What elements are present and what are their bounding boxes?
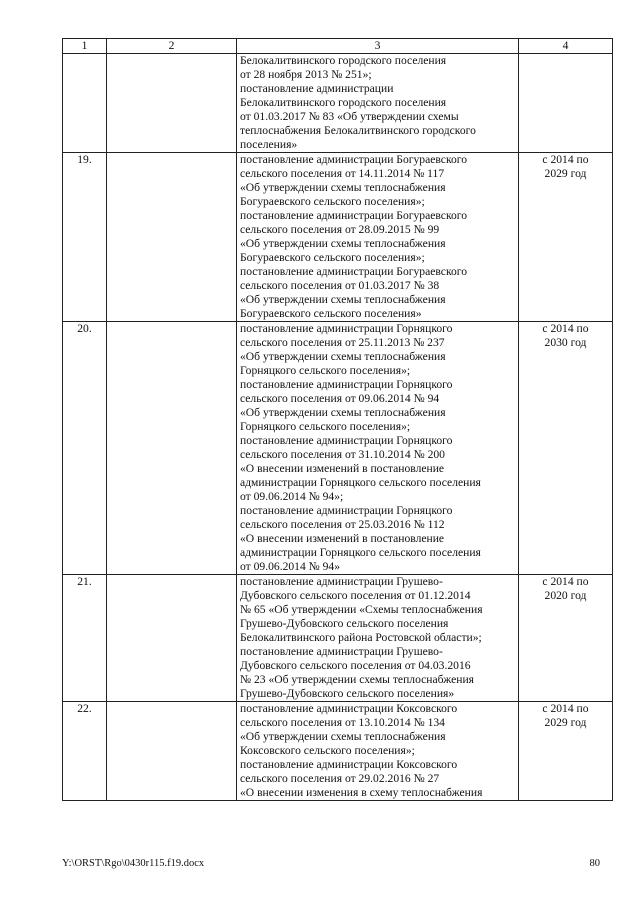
text-line: «О внесении изменений в постановление (240, 532, 445, 545)
column-2-cell (107, 702, 237, 801)
document-text-cell (237, 575, 519, 702)
text-line: сельского поселения от 01.03.2017 № 38 (240, 279, 440, 292)
text-line: сельского поселения от 29.02.2016 № 27 (240, 772, 440, 785)
text-line: постановление администрации Горняцкого (240, 504, 453, 517)
text-line: постановление администрации (240, 82, 394, 95)
table-row (63, 322, 613, 575)
page-number: 80 (589, 858, 600, 869)
column-2-cell (107, 322, 237, 575)
text-line: Коксовского сельского поселения»; (240, 744, 415, 757)
text-line: администрации Горняцкого сельского поселения (240, 546, 481, 559)
text-line: № 65 «Об утверждении «Схемы теплоснабжения (240, 603, 483, 616)
column-2-cell (107, 153, 237, 322)
text-line: от 01.03.2017 № 83 «Об утверждении схемы (240, 110, 459, 123)
text-line: сельского поселения от 25.11.2013 № 237 (240, 336, 445, 349)
header-cell-4: 4 (519, 39, 613, 54)
period-line: 2020 год (544, 589, 587, 602)
text-line: «Об утверждении схемы теплоснабжения (240, 293, 446, 306)
text-line: администрации Горняцкого сельского поселения (240, 476, 481, 489)
period-line: с 2014 по (542, 702, 589, 715)
text-line: Грушево-Дубовского сельского поселения (240, 617, 449, 630)
text-line: Богураевского сельского поселения» (240, 307, 422, 320)
text-line: сельского поселения от 14.11.2014 № 117 (240, 167, 445, 180)
text-line: постановление администрации Горняцкого (240, 322, 453, 335)
text-line: Дубовского сельского поселения от 04.03.2016 (240, 659, 471, 672)
text-line: теплоснабжения Белокалитвинского городского (240, 124, 476, 137)
text-line: постановление администрации Богураевского (240, 265, 468, 278)
header-cell-3: 3 (237, 39, 519, 54)
period-line: с 2014 по (542, 322, 589, 335)
document-text-cell (237, 54, 519, 153)
text-line: Белокалитвинского городского поселения (240, 96, 447, 109)
period-line: с 2014 по (542, 153, 589, 166)
period-cell (519, 702, 613, 801)
file-path: Y:\ORST\Rgo\0430r115.f19.docx (62, 858, 205, 869)
period-cell (519, 575, 613, 702)
period-line: 2029 год (544, 716, 587, 729)
text-line: постановление администрации Горняцкого (240, 378, 453, 391)
column-2-cell (107, 575, 237, 702)
text-line: от 09.06.2014 № 94»; (240, 490, 344, 503)
text-line: Белокалитвинского района Ростовской области»; (240, 631, 482, 644)
row-number (63, 54, 107, 153)
text-line: сельского поселения от 25.03.2016 № 112 (240, 518, 445, 531)
text-line: «Об утверждении схемы теплоснабжения (240, 406, 446, 419)
text-line: Грушево-Дубовского сельского поселения» (240, 687, 455, 700)
header-row (63, 39, 613, 54)
text-line: сельского поселения от 31.10.2014 № 200 (240, 448, 445, 461)
table-row (63, 575, 613, 702)
text-line: сельского поселения от 28.09.2015 № 99 (240, 223, 440, 236)
text-line: от 09.06.2014 № 94» (240, 560, 341, 573)
text-line: «Об утверждении схемы теплоснабжения (240, 730, 446, 743)
period-line: с 2014 по (542, 575, 589, 588)
text-line: постановление администрации Коксовского (240, 702, 458, 715)
document-text-cell (237, 322, 519, 575)
row-number: 20. (63, 322, 107, 575)
text-line: постановление администрации Богураевского (240, 153, 468, 166)
text-line: Богураевского сельского поселения»; (240, 251, 425, 264)
period-line: 2030 год (544, 336, 587, 349)
row-number: 21. (63, 575, 107, 702)
table-row (63, 702, 613, 801)
document-text-cell (237, 702, 519, 801)
period-cell (519, 153, 613, 322)
text-line: № 23 «Об утверждении схемы теплоснабжения (240, 673, 475, 686)
text-line: Дубовского сельского поселения от 01.12.2014 (240, 589, 471, 602)
text-line: Белокалитвинского городского поселения (240, 54, 447, 67)
period-cell (519, 322, 613, 575)
column-2-cell (107, 54, 237, 153)
table-row (63, 54, 613, 153)
text-line: поселения» (240, 138, 298, 151)
text-line: постановление администрации Коксовского (240, 758, 458, 771)
header-cell-1: 1 (63, 39, 107, 54)
text-line: постановление администрации Грушево- (240, 575, 443, 588)
text-line: «О внесении изменения в схему теплоснабжения (240, 786, 483, 799)
text-line: постановление администрации Горняцкого (240, 434, 453, 447)
header-cell-2: 2 (107, 39, 237, 54)
row-number: 22. (63, 702, 107, 801)
text-line: Богураевского сельского поселения»; (240, 195, 425, 208)
text-line: постановление администрации Богураевского (240, 209, 468, 222)
row-number: 19. (63, 153, 107, 322)
text-line: «Об утверждении схемы теплоснабжения (240, 181, 446, 194)
text-line: «Об утверждении схемы теплоснабжения (240, 237, 446, 250)
text-line: от 28 ноября 2013 № 251»; (240, 68, 372, 81)
table-row (63, 153, 613, 322)
text-line: Горняцкого сельского поселения»; (240, 420, 411, 433)
document-table (62, 38, 613, 801)
text-line: Горняцкого сельского поселения»; (240, 364, 411, 377)
document-text-cell (237, 153, 519, 322)
period-cell (519, 54, 613, 153)
text-line: «Об утверждении схемы теплоснабжения (240, 350, 446, 363)
text-line: постановление администрации Грушево- (240, 645, 443, 658)
text-line: сельского поселения от 13.10.2014 № 134 (240, 716, 445, 729)
text-line: сельского поселения от 09.06.2014 № 94 (240, 392, 440, 405)
text-line: «О внесении изменений в постановление (240, 462, 445, 475)
period-line: 2029 год (544, 167, 587, 180)
